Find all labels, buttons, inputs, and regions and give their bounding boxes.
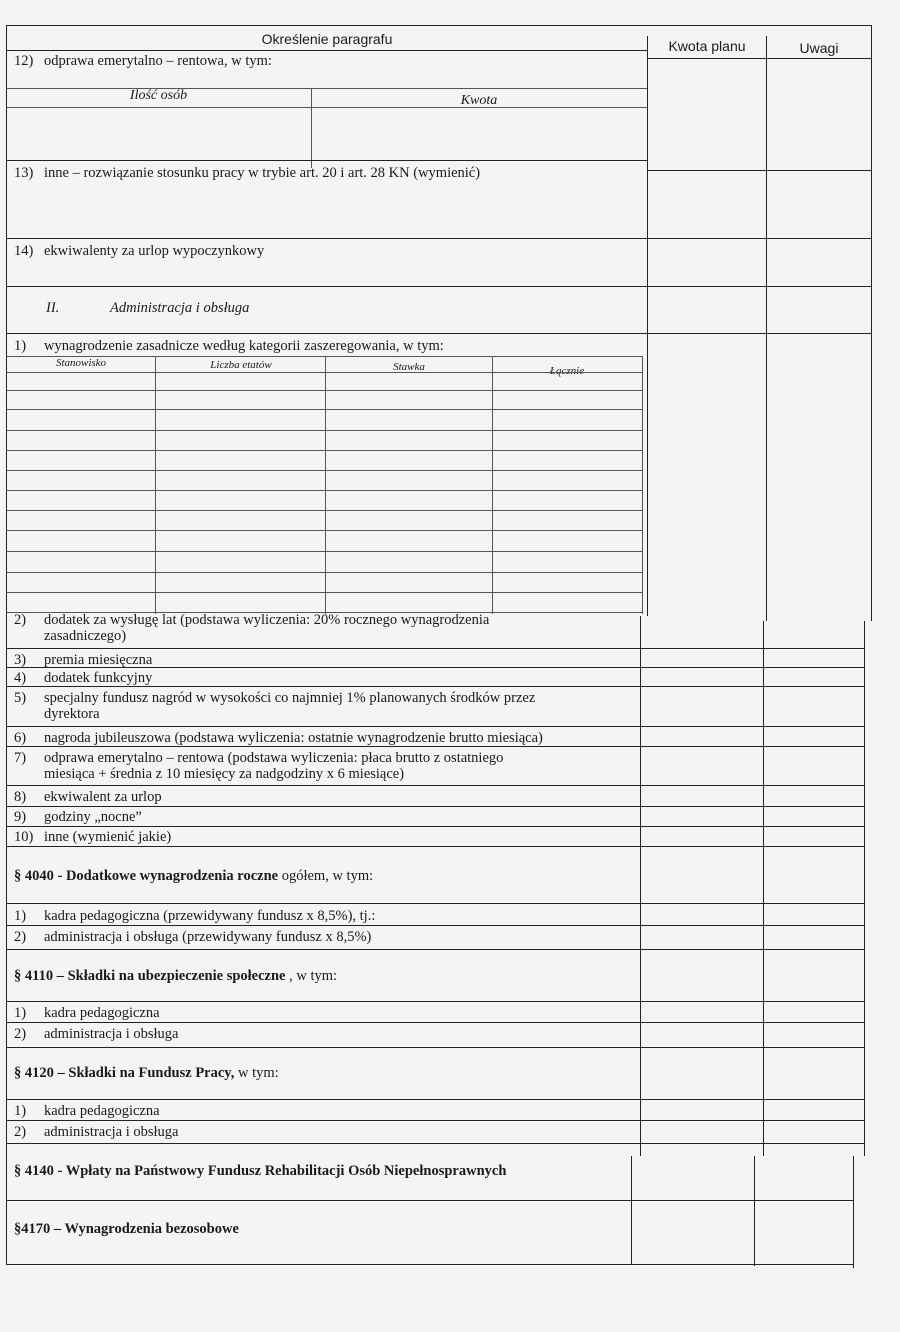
section-4040-item-1	[14, 908, 375, 924]
col-divider-notes-bottom	[754, 1156, 755, 1266]
row-12-text: odprawa emerytalno – rentowa, w tym:	[44, 53, 272, 69]
row-12-bottom-right	[648, 170, 871, 171]
section-4140-title: § 4140 - Wpłaty na Państwowy Fundusz Rehabilitacji Osób Niepełnosprawnych	[14, 1163, 507, 1179]
salary-table-row-line	[6, 592, 643, 593]
frame-right-border-mid	[864, 621, 865, 1156]
section-4110-title: § 4110 – Składki na ubezpieczenie społeczne	[14, 968, 286, 984]
section-4120-item-2	[14, 1124, 179, 1140]
sub-header-people-count: Ilość osób	[129, 88, 188, 103]
admin-item-text: inne (wymienić jakie)	[44, 829, 172, 845]
salary-table-row-line	[6, 470, 643, 471]
section-4110-item-1	[14, 1005, 160, 1021]
section-4110-item-2-text: administracja i obsługa	[44, 1026, 179, 1042]
salary-table-row-line	[6, 490, 643, 491]
admin-item-number: 4)	[14, 670, 27, 686]
admin-item	[14, 730, 543, 746]
admin-item	[14, 789, 162, 805]
section-4110-item-1-bottom	[6, 1022, 864, 1023]
col-divider-notes-mid	[763, 621, 764, 1156]
admin-item-text-continued: miesiąca + średnia z 10 miesięcy za nadgodziny x 6 miesiące)	[44, 766, 405, 782]
salary-table-header-fte: Liczba etatów	[210, 359, 272, 371]
admin-item	[14, 829, 171, 845]
section-4040-item-1-text: kadra pedagogiczna (przewidywany fundusz x 8,5%), tj.:	[44, 908, 376, 924]
row-13-bottom	[6, 238, 871, 239]
section-4120-item-1-bottom	[6, 1120, 864, 1121]
section-4110-suffix: , w tym:	[285, 968, 338, 984]
section-4110	[14, 968, 337, 985]
admin-item-number: 3)	[14, 652, 27, 668]
section-4040-title: § 4040 - Dodatkowe wynagrodzenia roczne	[14, 868, 279, 884]
admin-item-bottom-line	[6, 806, 864, 807]
row-13-number: 13)	[14, 165, 34, 181]
admin-item-1-number: 1)	[14, 338, 27, 354]
row-13-text: inne – rozwiązanie stosunku pracy w trybie art. 20 i art. 28 KN (wymienić)	[44, 165, 481, 181]
admin-item-number: 9)	[14, 809, 27, 825]
section-4170	[14, 1221, 239, 1238]
section-4040-suffix: ogółem, w tym:	[278, 868, 374, 884]
admin-item-text-continued: dyrektora	[44, 706, 100, 722]
admin-item-bottom-line	[6, 826, 864, 827]
section-4110-item-1-text: kadra pedagogiczna	[44, 1005, 160, 1021]
admin-item	[14, 809, 142, 825]
section-4120-suffix: w tym:	[234, 1065, 279, 1081]
section-4120-item-1	[14, 1103, 160, 1119]
admin-item-text: dodatek za wysługę lat (podstawa wyliczenia: 20% rocznego wynagrodzenia	[44, 612, 490, 628]
section-4120-item-2-text: administracja i obsługa	[44, 1124, 179, 1140]
admin-item-number: 6)	[14, 730, 27, 746]
section-4040-item-2	[14, 929, 371, 945]
row-14-bottom	[6, 286, 871, 287]
admin-item-bottom-line	[6, 686, 864, 687]
salary-table-header-total: Łącznie	[549, 365, 585, 377]
admin-item-number: 2)	[14, 612, 27, 628]
section-4110-item-2	[14, 1026, 179, 1042]
section-4120-item-2-number: 2)	[14, 1124, 27, 1140]
salary-table-row-line	[6, 450, 643, 451]
col-divider-plan-mid	[640, 616, 641, 1156]
admin-item-bottom-line	[6, 846, 864, 847]
section-administration-number: II.	[46, 300, 60, 316]
section-administration-bottom	[6, 333, 871, 334]
salary-table-row-line	[6, 390, 643, 391]
salary-table-header-position: Stanowisko	[55, 357, 107, 369]
admin-item-bottom-line	[6, 726, 864, 727]
header-bottom-border	[6, 50, 648, 51]
section-4040-bottom	[6, 903, 864, 904]
admin-item-number: 5)	[14, 690, 27, 706]
section-4120-bottom	[6, 1099, 864, 1100]
section-4110-item-2-number: 2)	[14, 1026, 27, 1042]
admin-item-text: godziny „nocne”	[44, 809, 142, 825]
salary-table-row-line	[6, 409, 643, 410]
section-4040	[14, 868, 373, 885]
header-bottom-border-right	[648, 58, 872, 59]
header-plan-amount: Kwota planu	[668, 38, 746, 54]
section-4040-item-1-number: 1)	[14, 908, 27, 924]
admin-item-bottom-line	[6, 746, 864, 747]
admin-item-text: odprawa emerytalno – rentowa (podstawa wyliczenia: płaca brutto z ostatniego	[44, 750, 504, 766]
admin-item-1	[14, 338, 444, 354]
frame-left-border	[6, 25, 7, 1265]
admin-item-text: ekwiwalent za urlop	[44, 789, 162, 805]
form-bottom-border	[6, 1264, 854, 1265]
admin-item-bottom-line	[6, 667, 864, 668]
section-administration	[46, 300, 249, 316]
section-administration-title: Administracja i obsługa	[110, 300, 250, 316]
admin-item-text: dodatek funkcyjny	[44, 670, 153, 686]
frame-right-border-bottom	[853, 1156, 854, 1268]
section-4120	[14, 1065, 279, 1082]
section-4040-item-2-bottom	[6, 949, 864, 950]
admin-item-number: 10)	[14, 829, 34, 845]
admin-item-number: 8)	[14, 789, 27, 805]
col-divider-notes-top	[766, 36, 767, 621]
admin-item-bottom-line	[6, 648, 864, 649]
sub-header-amount: Kwota	[460, 93, 498, 108]
section-4120-item-2-bottom	[6, 1143, 864, 1144]
salary-table-row-line	[6, 510, 643, 511]
section-4120-title: § 4120 – Składki na Fundusz Pracy,	[14, 1065, 235, 1081]
admin-item-text: nagroda jubileuszowa (podstawa wyliczenia: ostatnie wynagrodzenie brutto miesiąca)	[44, 730, 543, 746]
frame-right-border-top	[871, 25, 872, 621]
salary-table-row-line	[6, 551, 643, 552]
admin-item-bottom-line	[6, 785, 864, 786]
admin-item	[14, 670, 152, 686]
salary-table-col-divider-2	[325, 356, 326, 614]
section-4140-bottom	[6, 1200, 854, 1201]
admin-item-number: 7)	[14, 750, 27, 766]
salary-table-row-line	[6, 372, 643, 373]
admin-item	[14, 690, 535, 722]
row-12-number: 12)	[14, 53, 34, 69]
section-4120-item-1-number: 1)	[14, 1103, 27, 1119]
row-14-number: 14)	[14, 243, 34, 259]
admin-item-1-text: wynagrodzenie zasadnicze według kategorii zaszeregowania, w tym:	[44, 338, 444, 354]
row-12-bottom	[6, 160, 648, 161]
row-14-text: ekwiwalenty za urlop wypoczynkowy	[44, 243, 265, 259]
salary-table-col-divider-1	[155, 356, 156, 614]
col-divider-plan-bottom	[631, 1156, 632, 1264]
salary-table-header-rate: Stawka	[393, 361, 425, 373]
section-4110-item-2-bottom	[6, 1047, 864, 1048]
salary-table-row-line	[6, 430, 643, 431]
header-title: Określenie paragrafu	[261, 31, 393, 47]
admin-item-text: specjalny fundusz nagród w wysokości co najmniej 1% planowanych środków przez	[44, 690, 536, 706]
salary-table-row-line	[6, 530, 643, 531]
section-4170-title: §4170 – Wynagrodzenia bezosobowe	[14, 1221, 239, 1237]
admin-item-text-continued: zasadniczego)	[44, 628, 127, 644]
section-4040-item-2-number: 2)	[14, 929, 27, 945]
salary-table-col-divider-3	[492, 356, 493, 614]
section-4140	[14, 1163, 506, 1180]
section-4110-bottom	[6, 1001, 864, 1002]
salary-table-row-line	[6, 572, 643, 573]
salary-table-col-divider-4	[642, 356, 643, 614]
section-4040-item-2-text: administracja i obsługa (przewidywany fundusz x 8,5%)	[44, 929, 372, 945]
admin-item-text: premia miesięczna	[44, 652, 153, 668]
section-4040-item-1-bottom	[6, 925, 864, 926]
row-14	[14, 243, 264, 259]
col-divider-plan-top	[647, 36, 648, 616]
header-notes: Uwagi	[799, 40, 839, 56]
section-4110-item-1-number: 1)	[14, 1005, 27, 1021]
admin-item	[14, 652, 152, 668]
admin-item	[14, 612, 489, 644]
row-12	[14, 53, 272, 69]
admin-item	[14, 750, 503, 782]
header-top-border	[6, 25, 872, 26]
row-13	[14, 165, 480, 181]
section-4120-item-1-text: kadra pedagogiczna	[44, 1103, 160, 1119]
